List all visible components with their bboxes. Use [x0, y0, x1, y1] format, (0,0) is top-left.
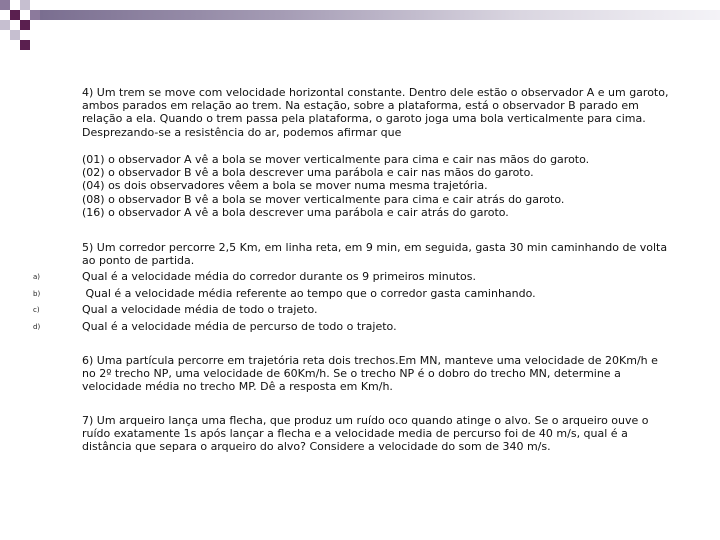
deco-square-8: [20, 40, 30, 50]
question-4-text: 4) Um trem se move com velocidade horizontal constante. Dentro dele estão o observador A e um garoto, ambos parados em relação ao trem. Na estação, sobre a plataforma, está o observador B parado em relação a ela. Quando o trem passa pela plataforma, o garoto joga uma bola verticalmente para cima. Desprezando-se a resistência do ar, podemos afirmar que: [82, 86, 669, 139]
question-6-text: 6) Uma partícula percorre em trajetória reta dois trechos.Em MN, manteve uma velocidade de 20Km/h e no 2º trecho NP, uma velocidade de 60Km/h. Se o trecho NP é o dobro do trecho MN, determine a velocidade média no trecho MP. Dê a resposta em Km/h.: [82, 354, 658, 394]
deco-square-5: [20, 20, 30, 30]
question-5-intro: 5) Um corredor percorre 2,5 Km, em linha reta, em 9 min, em seguida, gasta 30 min caminhando de volta ao ponto de partida.: [82, 241, 668, 268]
letter-d: d): [33, 322, 41, 331]
deco-square-4: [0, 20, 10, 30]
question-5-item-d: Qual é a velocidade média de percurso de todo o trajeto.: [82, 319, 397, 333]
letter-b: b): [33, 289, 41, 298]
question-4: [82, 86, 672, 139]
deco-square-2: [10, 10, 20, 20]
deco-square-1: [0, 0, 10, 10]
question-7-text: 7) Um arqueiro lança uma flecha, que produz um ruído oco quando atinge o alvo. Se o arqueiro ouve o ruído exatamente 1s após lançar a flecha e a velocidade media de percurso foi de 40 m/s, qual é a distância que separa o arqueiro do alvo? Considere a velocidade do som de 340 m/s.: [82, 414, 649, 454]
option-08: (08) o observador B vê a bola se mover verticalmente para cima e cair atrás do garoto.: [82, 192, 565, 206]
question-5-item-a: Qual é a velocidade média do corredor durante os 9 primeiros minutos.: [82, 270, 476, 283]
question-4-options: [82, 153, 672, 219]
deco-square-6: [30, 10, 40, 20]
option-01: (01) o observador A vê a bola se mover verticalmente para cima e cair nas mãos do garoto.: [82, 153, 590, 166]
deco-square-7: [10, 30, 20, 40]
option-02: (02) o observador B vê a bola descrever uma parábola e cair nas mãos do garoto.: [82, 166, 534, 180]
header-decoration: [0, 0, 720, 50]
question-5-letters: [33, 269, 40, 335]
letter-c: c): [33, 306, 40, 314]
letter-a: a): [33, 273, 41, 281]
question-5-items: [82, 269, 672, 335]
question-6: [82, 354, 672, 394]
question-5-item-b: Qual é a velocidade média referente ao tempo que o corredor gasta caminhando.: [82, 286, 536, 300]
question-5-item-c: Qual a velocidade média de todo o trajeto.: [82, 303, 318, 316]
option-16: (16) o observador A vê a bola descrever uma parábola e cair atrás do garoto.: [82, 205, 509, 219]
question-5: [82, 241, 672, 267]
option-04: (04) os dois observadores vêem a bola se mover numa mesma trajetória.: [82, 179, 488, 193]
question-7: [82, 414, 672, 454]
header-gradient-bar: [40, 10, 720, 20]
deco-square-3: [20, 0, 30, 10]
